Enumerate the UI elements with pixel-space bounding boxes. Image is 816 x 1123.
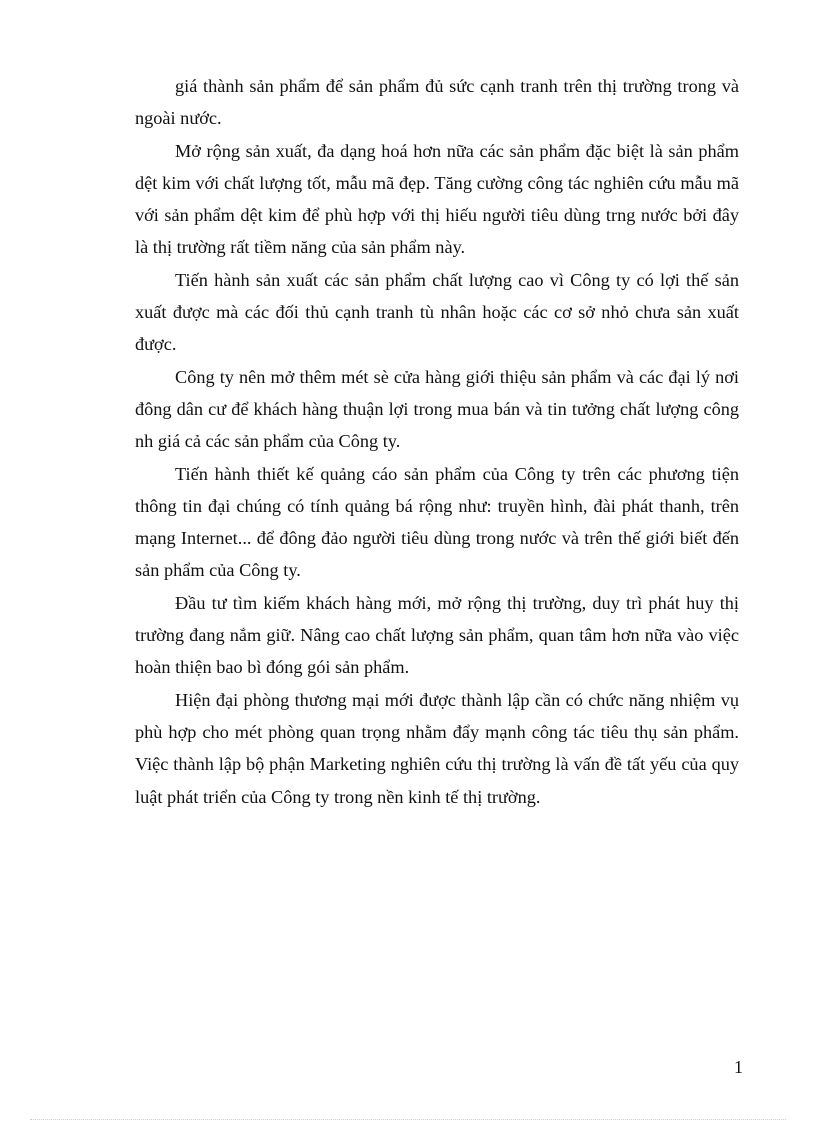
paragraph-new-customers: Đầu tư tìm kiếm khách hàng mới, mở rộng thị trường, duy trì phát huy thị trường đang nắm giữ. Nâng cao chất lượng sản phẩm, quan tâm hơn nữa vào việc hoàn thiện bao bì đóng gói sản phẩm. [135, 592, 739, 678]
paragraph-advertising: Tiến hành thiết kế quảng cáo sản phẩm của Công ty trên các phương tiện thông tin đại chúng có tính quảng bá rộng như: truyền hình, đài phát thanh, trên mạng Internet... để đông đảo người tiêu dùng trong nước và trên thế giới biết đến sản phẩm của Công ty. [135, 463, 739, 581]
paragraph-marketing-department: Hiện đại phòng thương mại mới được thành lập cần có chức năng nhiệm vụ phù hợp cho mét phòng quan trọng nhằm đẩy mạnh công tác tiêu thụ sản phẩm. Việc thành lập bộ phận Marketing nghiên cứu thị trường là vấn đề tất yếu của quy luật phát triển của Công ty trong nền kinh tế thị trường. [135, 689, 739, 807]
page-bottom-divider [30, 1119, 786, 1120]
page-number: 1 [734, 1057, 743, 1077]
paragraph-expand-production: Mở rộng sản xuất, đa dạng hoá hơn nữa các sản phẩm đặc biệt là sản phẩm dệt kim với chất lượng tốt, mẫu mã đẹp. Tăng cường công tác nghiên cứu mẫu mã với sản phẩm dệt kim để phù hợp với thị hiếu người tiêu dùng trng nước bởi đây là thị trường rất tiềm năng của sản phẩm này. [135, 140, 739, 258]
document-body [135, 70, 739, 813]
paragraph-high-quality-production: Tiến hành sản xuất các sản phẩm chất lượng cao vì Công ty có lợi thế sản xuất được mà các đối thủ cạnh tranh tù nhân hoặc các cơ sở nhỏ chưa sản xuất được. [135, 269, 739, 355]
paragraph-continuation: giá thành sản phẩm để sản phẩm đủ sức cạnh tranh trên thị trường trong và ngoài nước. [135, 76, 739, 129]
paragraph-open-stores: Công ty nên mở thêm mét sè cửa hàng giới thiệu sản phẩm và các đại lý nơi đông dân cư để khách hàng thuận lợi trong mua bán và tin tưởng chất lượng công nh giá cả các sản phẩm của Công ty. [135, 366, 739, 452]
